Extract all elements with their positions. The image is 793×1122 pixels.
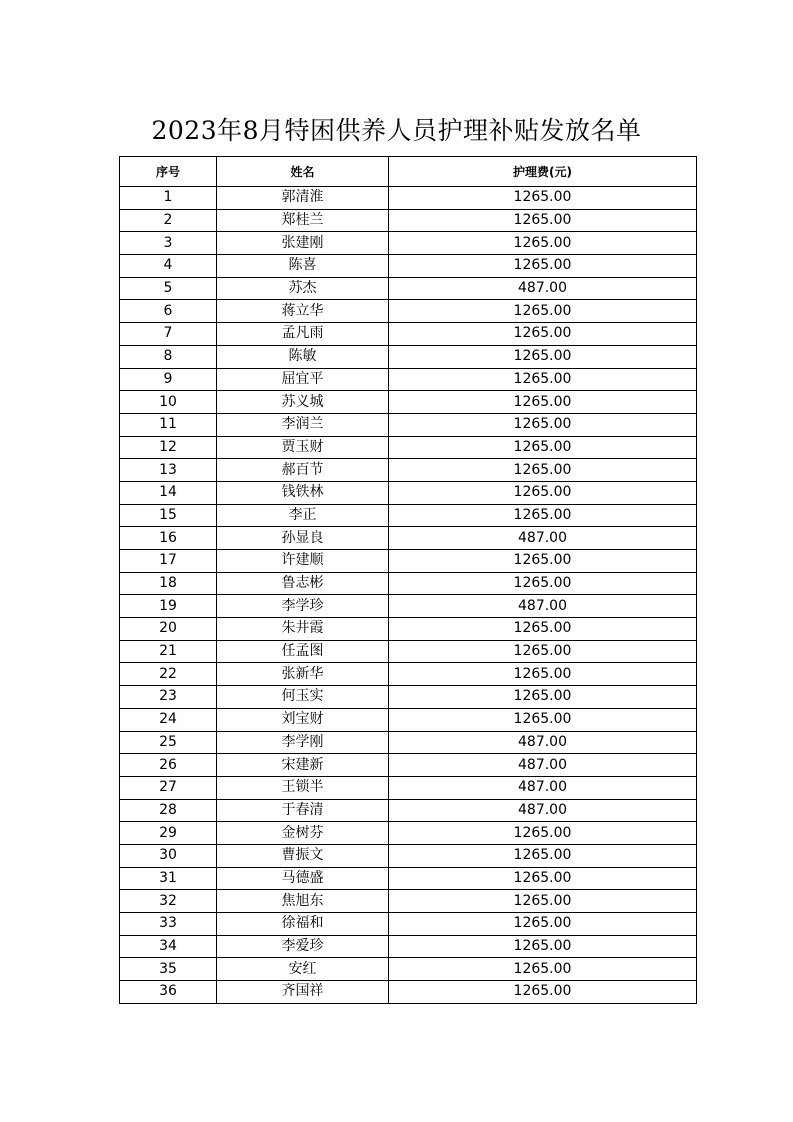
row-fee-cell: 1265.00 (389, 572, 697, 595)
row-name-cell: 齐国祥 (217, 981, 389, 1004)
row-index-cell: 5 (120, 277, 217, 300)
row-fee-cell: 1265.00 (389, 187, 697, 210)
table-row (120, 913, 697, 936)
header-index: 序号 (120, 157, 217, 187)
row-name-cell: 金树芬 (217, 822, 389, 845)
table-row (120, 481, 697, 504)
table-row (120, 618, 697, 641)
row-fee-cell: 1265.00 (389, 232, 697, 255)
row-fee-cell: 1265.00 (389, 323, 697, 346)
table-row (120, 504, 697, 527)
row-name-cell: 许建顺 (217, 550, 389, 573)
table-row (120, 391, 697, 414)
row-name-cell: 郭清淮 (217, 187, 389, 210)
row-fee-cell: 1265.00 (389, 981, 697, 1004)
table-row (120, 822, 697, 845)
row-index-cell: 2 (120, 209, 217, 232)
subsidy-table (119, 156, 697, 1004)
table-row (120, 323, 697, 346)
table-row (120, 663, 697, 686)
row-index-cell: 9 (120, 368, 217, 391)
row-name-cell: 刘宝财 (217, 708, 389, 731)
table-row (120, 255, 697, 278)
table-row (120, 572, 697, 595)
row-index-cell: 36 (120, 981, 217, 1004)
row-name-cell: 张建刚 (217, 232, 389, 255)
row-index-cell: 26 (120, 754, 217, 777)
row-index-cell: 19 (120, 595, 217, 618)
header-name: 姓名 (217, 157, 389, 187)
row-fee-cell: 1265.00 (389, 504, 697, 527)
row-fee-cell: 487.00 (389, 277, 697, 300)
row-name-cell: 张新华 (217, 663, 389, 686)
row-fee-cell: 1265.00 (389, 640, 697, 663)
row-index-cell: 20 (120, 618, 217, 641)
row-index-cell: 32 (120, 890, 217, 913)
row-fee-cell: 1265.00 (389, 867, 697, 890)
row-index-cell: 14 (120, 481, 217, 504)
row-fee-cell: 487.00 (389, 799, 697, 822)
row-index-cell: 6 (120, 300, 217, 323)
table-row (120, 413, 697, 436)
row-name-cell: 孟凡雨 (217, 323, 389, 346)
table-row (120, 550, 697, 573)
row-name-cell: 安红 (217, 958, 389, 981)
table-row (120, 640, 697, 663)
table-row (120, 300, 697, 323)
row-name-cell: 李爱珍 (217, 935, 389, 958)
table-row (120, 277, 697, 300)
table-row (120, 981, 697, 1004)
row-name-cell: 陈敏 (217, 345, 389, 368)
table-header (120, 157, 697, 187)
row-name-cell: 苏杰 (217, 277, 389, 300)
table-row (120, 958, 697, 981)
row-fee-cell: 1265.00 (389, 686, 697, 709)
row-fee-cell: 1265.00 (389, 209, 697, 232)
row-name-cell: 曹振文 (217, 844, 389, 867)
row-fee-cell: 1265.00 (389, 436, 697, 459)
row-index-cell: 21 (120, 640, 217, 663)
row-name-cell: 钱铁林 (217, 481, 389, 504)
row-name-cell: 何玉实 (217, 686, 389, 709)
header-fee: 护理费(元) (389, 157, 697, 187)
row-name-cell: 孙显良 (217, 527, 389, 550)
row-name-cell: 郝百节 (217, 459, 389, 482)
row-name-cell: 焦旭东 (217, 890, 389, 913)
row-fee-cell: 1265.00 (389, 844, 697, 867)
row-fee-cell: 1265.00 (389, 890, 697, 913)
row-index-cell: 29 (120, 822, 217, 845)
page-title: 2023年8月特困供养人员护理补贴发放名单 (151, 116, 642, 145)
row-name-cell: 屈宜平 (217, 368, 389, 391)
row-index-cell: 15 (120, 504, 217, 527)
row-fee-cell: 1265.00 (389, 618, 697, 641)
row-name-cell: 李学珍 (217, 595, 389, 618)
table-row (120, 776, 697, 799)
table-row (120, 935, 697, 958)
table-row (120, 345, 697, 368)
row-fee-cell: 1265.00 (389, 391, 697, 414)
row-name-cell: 蒋立华 (217, 300, 389, 323)
row-index-cell: 33 (120, 913, 217, 936)
row-index-cell: 10 (120, 391, 217, 414)
row-fee-cell: 1265.00 (389, 481, 697, 504)
row-name-cell: 苏义城 (217, 391, 389, 414)
row-index-cell: 31 (120, 867, 217, 890)
table-row (120, 187, 697, 210)
row-fee-cell: 1265.00 (389, 459, 697, 482)
row-index-cell: 16 (120, 527, 217, 550)
row-fee-cell: 1265.00 (389, 913, 697, 936)
row-name-cell: 王锁半 (217, 776, 389, 799)
row-name-cell: 宋建新 (217, 754, 389, 777)
row-fee-cell: 1265.00 (389, 300, 697, 323)
table-row (120, 890, 697, 913)
row-name-cell: 李正 (217, 504, 389, 527)
row-fee-cell: 1265.00 (389, 413, 697, 436)
row-fee-cell: 1265.00 (389, 822, 697, 845)
row-fee-cell: 1265.00 (389, 345, 697, 368)
row-fee-cell: 1265.00 (389, 935, 697, 958)
row-fee-cell: 487.00 (389, 754, 697, 777)
table-row (120, 799, 697, 822)
table-row (120, 232, 697, 255)
row-index-cell: 13 (120, 459, 217, 482)
row-name-cell: 徐福和 (217, 913, 389, 936)
table-row (120, 527, 697, 550)
row-fee-cell: 1265.00 (389, 550, 697, 573)
row-fee-cell: 1265.00 (389, 255, 697, 278)
row-fee-cell: 487.00 (389, 776, 697, 799)
table-row (120, 867, 697, 890)
row-index-cell: 34 (120, 935, 217, 958)
row-index-cell: 12 (120, 436, 217, 459)
row-index-cell: 18 (120, 572, 217, 595)
row-index-cell: 4 (120, 255, 217, 278)
table-row (120, 686, 697, 709)
row-index-cell: 25 (120, 731, 217, 754)
row-index-cell: 8 (120, 345, 217, 368)
row-fee-cell: 1265.00 (389, 708, 697, 731)
row-index-cell: 23 (120, 686, 217, 709)
table-row (120, 436, 697, 459)
row-name-cell: 贾玉财 (217, 436, 389, 459)
row-name-cell: 郑桂兰 (217, 209, 389, 232)
header-row (120, 157, 697, 187)
row-index-cell: 28 (120, 799, 217, 822)
row-name-cell: 鲁志彬 (217, 572, 389, 595)
table-row (120, 844, 697, 867)
row-index-cell: 11 (120, 413, 217, 436)
row-name-cell: 陈喜 (217, 255, 389, 278)
table-row (120, 731, 697, 754)
row-name-cell: 于春清 (217, 799, 389, 822)
row-fee-cell: 1265.00 (389, 368, 697, 391)
table-row (120, 368, 697, 391)
row-fee-cell: 1265.00 (389, 663, 697, 686)
row-name-cell: 朱井霞 (217, 618, 389, 641)
row-index-cell: 24 (120, 708, 217, 731)
row-index-cell: 22 (120, 663, 217, 686)
table-row (120, 209, 697, 232)
row-name-cell: 任孟图 (217, 640, 389, 663)
table-body (120, 187, 697, 1004)
row-name-cell: 李润兰 (217, 413, 389, 436)
table-row (120, 754, 697, 777)
row-fee-cell: 487.00 (389, 731, 697, 754)
row-fee-cell: 487.00 (389, 527, 697, 550)
row-index-cell: 1 (120, 187, 217, 210)
row-name-cell: 马德盛 (217, 867, 389, 890)
row-fee-cell: 487.00 (389, 595, 697, 618)
row-fee-cell: 1265.00 (389, 958, 697, 981)
row-index-cell: 35 (120, 958, 217, 981)
row-index-cell: 17 (120, 550, 217, 573)
table-row (120, 708, 697, 731)
row-index-cell: 27 (120, 776, 217, 799)
row-index-cell: 7 (120, 323, 217, 346)
row-name-cell: 李学刚 (217, 731, 389, 754)
table-row (120, 459, 697, 482)
row-index-cell: 30 (120, 844, 217, 867)
row-index-cell: 3 (120, 232, 217, 255)
table-row (120, 595, 697, 618)
